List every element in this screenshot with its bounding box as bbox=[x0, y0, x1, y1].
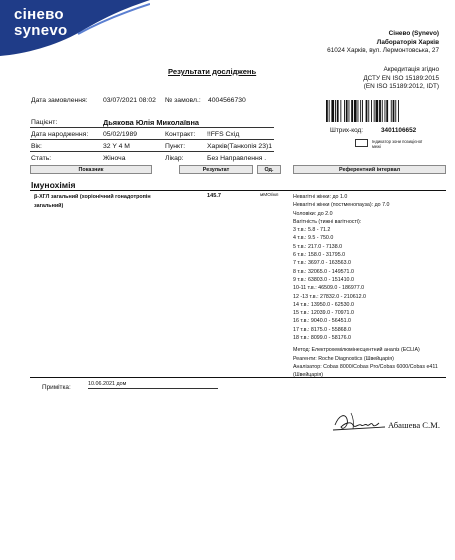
lab-info bbox=[327, 30, 439, 56]
test-name: β-ХГЛ загальний (хоріонічний гонадотропін загальний) bbox=[34, 194, 151, 209]
patient-label: Пацієнт: bbox=[31, 119, 58, 126]
section-divider bbox=[30, 190, 446, 191]
lab-company: Сінево (Synevo) bbox=[388, 30, 439, 37]
method: Метод: Електрохемілюмінесцентний аналіз (ECLIA) bbox=[293, 347, 420, 354]
birth-label: Дата народження: bbox=[31, 131, 89, 138]
ref-item: Невагітні жінки (постменопауза): до 7.0 bbox=[293, 202, 390, 209]
reference-list bbox=[293, 193, 443, 380]
reagents: Реагенти: Roche Diagnostics (Швейцарія) bbox=[293, 355, 394, 362]
ref-item: Чоловіки: до 2.0 bbox=[293, 210, 333, 217]
ref-item: 10-11 т.в.: 46509.0 - 186977.0 bbox=[293, 285, 365, 292]
logo-text-latin: synevo bbox=[14, 22, 68, 39]
sex-value: Жіноча bbox=[103, 155, 126, 162]
ref-item: 5 т.в.: 217.0 - 7138.0 bbox=[293, 243, 343, 250]
test-unit: мМО/мл bbox=[260, 193, 279, 198]
header-unit: Од. bbox=[257, 165, 281, 174]
bottom-divider bbox=[30, 377, 446, 378]
ref-item: 17 т.в.: 8175.0 - 55868.0 bbox=[293, 326, 351, 333]
point-value: Харків(Танкопія 23)1 bbox=[207, 143, 273, 150]
note-value: 10.06.2021 дом bbox=[88, 381, 127, 387]
ref-item: 8 т.в.: 32065.0 - 149571.0 bbox=[293, 268, 354, 275]
accreditation-line1: Акредитація згідно bbox=[383, 66, 439, 73]
patient-name: Дьякова Юлія Миколаївна bbox=[103, 118, 200, 127]
doctor-label: Лікар: bbox=[165, 155, 184, 162]
ref-item: 3 т.в.: 5.8 - 71.2 bbox=[293, 227, 331, 234]
order-number-label: № замовл.: bbox=[165, 97, 201, 104]
age-value: 32 Y 4 M bbox=[103, 143, 130, 150]
note-underline bbox=[88, 388, 218, 389]
divider bbox=[30, 151, 274, 152]
sex-label: Стать: bbox=[31, 155, 52, 162]
barcode-label: Штрих-код: bbox=[330, 127, 364, 134]
ref-item: 18 т.в.: 8099.0 - 58176.0 bbox=[293, 335, 351, 342]
analyzer: Аналізатор: Cobas 8000/Cobas Pro/Cobas 6000/Cobas e411 (Швейцарія) bbox=[293, 363, 438, 379]
contract-label: Контракт: bbox=[165, 131, 196, 138]
accreditation-line2: ДСТУ EN ISO 15189:2015 bbox=[363, 74, 439, 82]
divider bbox=[30, 127, 274, 128]
section-title: Імунохімія bbox=[31, 180, 76, 190]
indicator-label: Індикатор зони позицієної межі bbox=[372, 139, 423, 149]
ref-item: 12 -13 т.в.: 27832.0 - 210612.0 bbox=[293, 293, 366, 300]
ref-item: 7 т.в.: 3697.0 - 163563.0 bbox=[293, 260, 351, 267]
order-date-label: Дата замовлення: bbox=[31, 97, 88, 104]
indicator-box bbox=[355, 139, 368, 147]
page-title: Результати досліджень bbox=[168, 67, 257, 76]
accreditation bbox=[363, 66, 439, 92]
order-number-value: 4004566730 bbox=[208, 97, 246, 104]
ref-item: 15 т.в.: 12039.0 - 70971.0 bbox=[293, 310, 354, 317]
age-label: Вік: bbox=[31, 143, 42, 150]
ref-item: 6 т.в.: 158.0 - 31795.0 bbox=[293, 252, 346, 259]
test-result: 145.7 bbox=[207, 193, 221, 199]
header-indicator: Показник bbox=[30, 165, 152, 174]
birth-value: 05/02/1989 bbox=[103, 131, 138, 138]
ref-item: 9 т.в.: 63803.0 - 151410.0 bbox=[293, 276, 354, 283]
ref-item: Невагітні жінки: до 1.0 bbox=[293, 194, 348, 200]
header-result: Результат bbox=[179, 165, 253, 174]
ref-item: 4 т.в.: 9.5 - 750.0 bbox=[293, 235, 334, 242]
synevo-logo bbox=[0, 0, 150, 56]
ref-item: Вагітність (тижні вагітності): bbox=[293, 218, 362, 225]
note-label: Примітка: bbox=[42, 384, 71, 391]
barcode-icon bbox=[322, 100, 444, 122]
ref-item: 14 т.в.: 13950.0 - 62530.0 bbox=[293, 301, 354, 308]
divider bbox=[30, 139, 274, 140]
accreditation-line3: (EN ISO 15189:2012, IDT) bbox=[363, 83, 439, 91]
barcode-number: 3401106652 bbox=[381, 127, 417, 134]
logo-text-cyrillic: сінево bbox=[14, 6, 64, 23]
lab-address: 61024 Харків, вул. Лермонтовська, 27 bbox=[327, 47, 439, 55]
point-label: Пункт: bbox=[165, 143, 186, 150]
doctor-value: Без Направлення . bbox=[207, 155, 267, 162]
header-reference: Референтний інтервал bbox=[293, 165, 446, 174]
signature-name: Абашева С.М. bbox=[388, 420, 440, 430]
contract-value: !!FFS Схід bbox=[207, 131, 240, 138]
order-date-value: 03/07/2021 08:02 bbox=[103, 97, 156, 104]
barcode bbox=[322, 100, 444, 122]
ref-item: 16 т.в.: 9040.0 - 56451.0 bbox=[293, 318, 351, 325]
lab-name: Лабораторія Харків bbox=[376, 38, 439, 46]
